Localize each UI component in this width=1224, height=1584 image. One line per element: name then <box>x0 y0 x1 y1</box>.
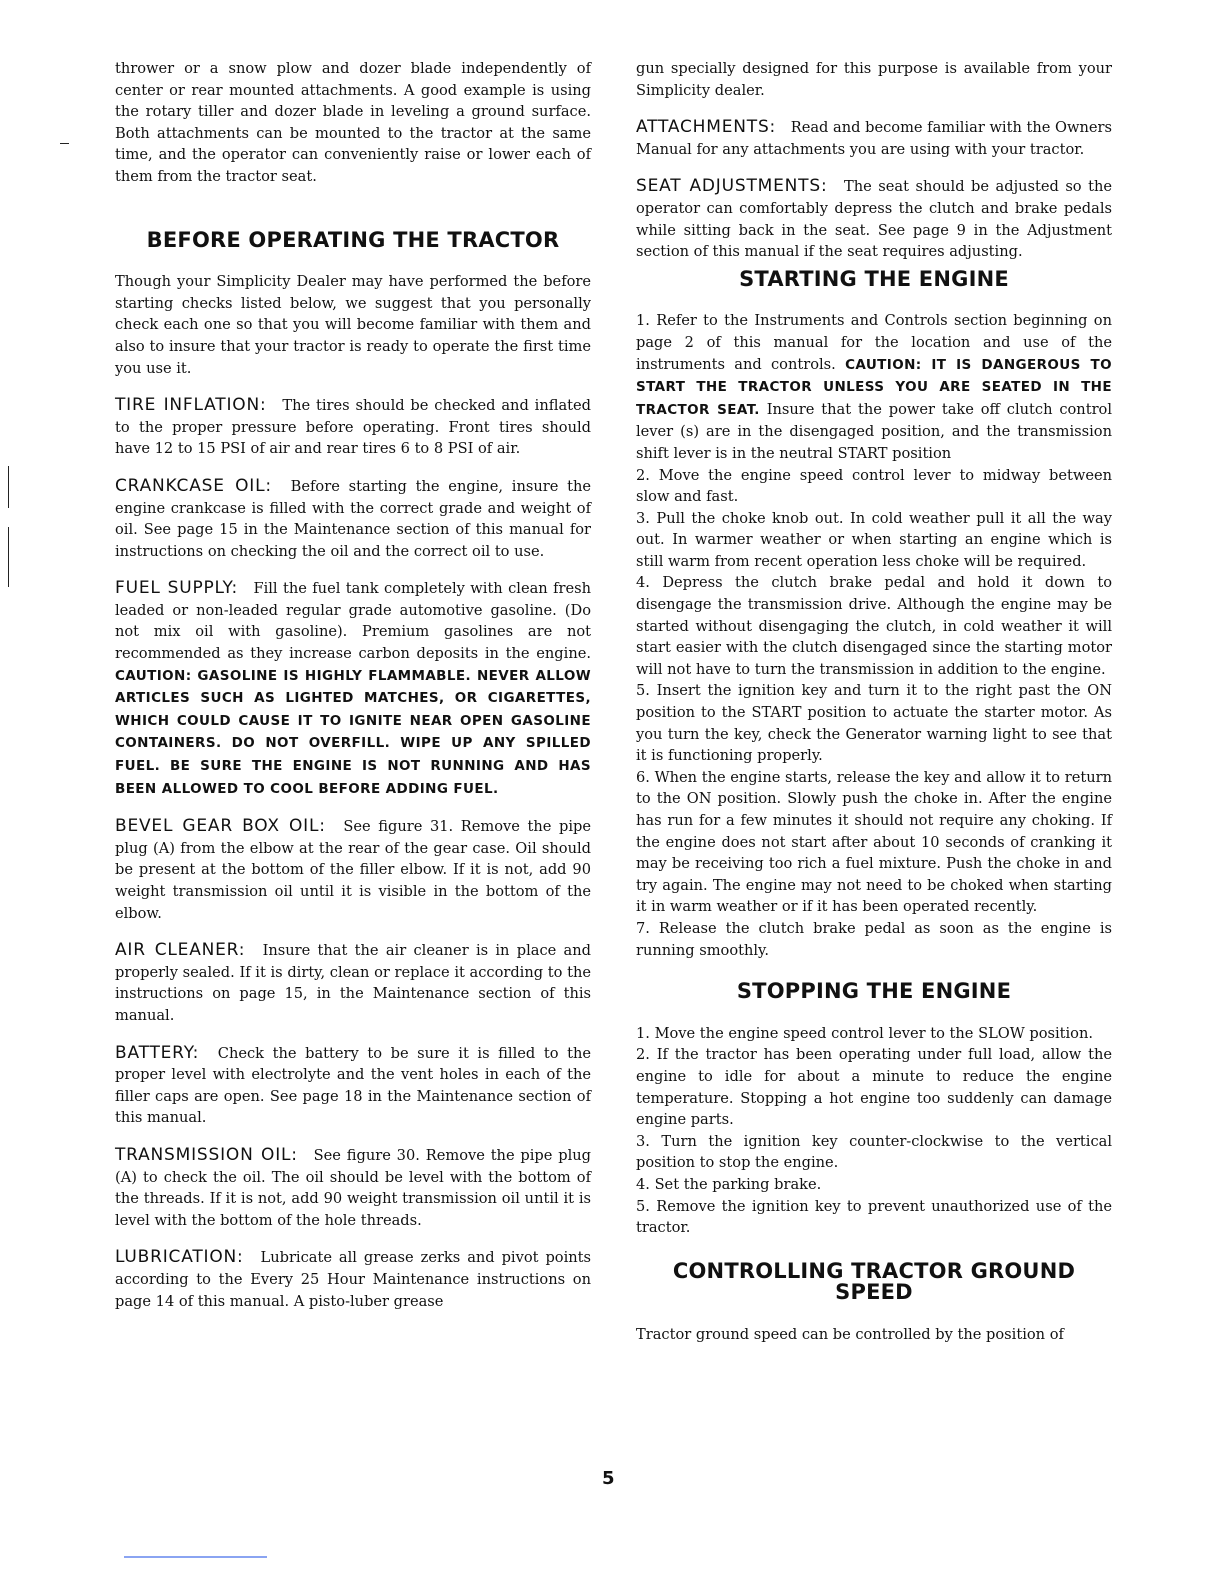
fuel-supply-text: Fill the fuel tank completely with clean fresh leaded or non-leaded regular grade automotive gasoline. (Do not mix oil with gasoline). Premium gasolines are not recommended as they increase carbon deposits in the engine. <box>115 580 592 663</box>
margin-mark <box>60 143 69 144</box>
intro-paragraph: thrower or a snow plow and dozer blade independently of center or rear mounted attachments. A good example is using the rotary tiller and dozer blade in leveling a ground surface. Both attachments can be mounted to the tractor at the same time, and the operator can conveniently raise or lower each of them from the tractor seat. <box>115 60 591 185</box>
before-operating-paragraph: Though your Simplicity Dealer may have performed the before starting checks listed below, we suggest that you personally check each one so that you will become familiar with them and also to insure that your tractor is ready to operate the first time you use it. <box>115 273 591 377</box>
crankcase-oil-section <box>115 476 591 562</box>
seat-adjustments-section <box>636 176 1112 262</box>
margin-mark <box>8 466 9 508</box>
transmission-oil-label: TRANSMISSION OIL: <box>115 1144 298 1165</box>
bevel-gear-label: BEVEL GEAR BOX OIL: <box>115 816 326 837</box>
lubrication-text: Lubricate all grease zerks and pivot points according to the Every 25 Hour Maintenance instructions on page 14 of this manual. A pisto-luber grease <box>115 1249 591 1310</box>
battery-label: BATTERY: <box>115 1042 200 1063</box>
controlling-speed-paragraph: Tractor ground speed can be controlled by the position of <box>636 1325 1064 1343</box>
fuel-supply-section <box>115 578 591 800</box>
start-step-4: 4. Depress the clutch brake pedal and hold it down to disengage the transmission drive. Although the engine may be started without disengaging the clutch, in cold weather it will start easier with the clutch disengaged since the starting motor will not have to turn the transmission in addition to the engine. <box>636 574 1112 678</box>
attachments-label: ATTACHMENTS: <box>636 117 777 138</box>
start-step-2: 2. Move the engine speed control lever to midway between slow and fast. <box>636 466 1112 506</box>
stop-step-1: 1. Move the engine speed control lever to the SLOW position. <box>636 1024 1094 1042</box>
bottom-rule <box>124 1556 267 1558</box>
air-cleaner-label: AIR CLEANER: <box>115 940 246 961</box>
starting-engine-heading: STARTING THE ENGINE <box>739 266 1009 291</box>
tire-inflation-label: TIRE INFLATION: <box>115 395 267 416</box>
bevel-gear-section <box>115 816 591 924</box>
start-step-5: 5. Insert the ignition key and turn it to the right past the ON position to the START position to actuate the starter motor. As you turn the key, check the Generator warning light to see that it is functioning properly. <box>636 682 1112 765</box>
start-caution: CAUTION: IT IS DANGEROUS TO START THE TRACTOR UNLESS YOU ARE SEATED IN THE TRACTOR SEAT. <box>636 356 1112 418</box>
seat-adjustments-label: SEAT ADJUSTMENTS: <box>636 176 828 197</box>
stop-step-3: 3. Turn the ignition key counter-clockwise to the vertical position to stop the engine. <box>636 1132 1112 1172</box>
battery-section <box>115 1043 591 1129</box>
stop-step-4: 4. Set the parking brake. <box>636 1175 822 1193</box>
start-step-6: 6. When the engine starts, release the key and allow it to return to the ON position. Slowly push the choke in. After the engine has run for a few minutes it should not require any choking. If the engine does not start after about 10 seconds of cranking it may be receiving too rich a fuel mixture. Push the choke in and try again. The engine may not need to be choked when starting it in warm weather or if it has been operated recently. <box>636 768 1112 916</box>
starting-steps <box>636 310 1112 961</box>
right-column <box>636 58 1112 1361</box>
fuel-supply-label: FUEL SUPPLY: <box>115 578 239 599</box>
crankcase-oil-text: Before starting the engine, insure the engine crankcase is filled with the correct grade and weight of oil. See page 15 in the Maintenance section of this manual for instructions on checking the oil and the correct oil to use. <box>115 477 591 560</box>
lubrication-section <box>115 1247 591 1312</box>
start-step-7: 7. Release the clutch brake pedal as soon as the engine is running smoothly. <box>636 919 1112 959</box>
stopping-steps <box>636 1023 1112 1239</box>
transmission-oil-section <box>115 1145 591 1231</box>
margin-mark <box>8 527 9 587</box>
attachments-text: Read and become familiar with the Owners Manual for any attachments you are using with your tractor. <box>636 119 1113 158</box>
stop-step-2: 2. If the tractor has been operating under full load, allow the engine to idle for about a minute to reduce the engine temperature. Stopping a hot engine too suddenly can damage engine parts. <box>636 1046 1112 1129</box>
air-cleaner-text: Insure that the air cleaner is in place and properly sealed. If it is dirty, clean or replace it according to the instructions on page 15, in the Maintenance section of this manual. <box>115 942 591 1024</box>
fuel-caution: CAUTION: GASOLINE IS HIGHLY FLAMMABLE. NEVER ALLOW ARTICLES SUCH AS LIGHTED MATCHES, OR CIGARETTES, WHICH COULD CAUSE IT TO IGNITE NEAR OPEN GASOLINE CONTAINERS. DO NOT OVERFILL. WIPE UP ANY SPILLED FUEL. BE SURE THE ENGINE IS NOT RUNNING AND HAS BEEN ALLOWED TO COOL BEFORE ADDING FUEL. <box>115 667 591 797</box>
stopping-engine-heading: STOPPING THE ENGINE <box>736 979 1012 1004</box>
start-step-1: 1. Refer to the Instruments and Controls section beginning on page 2 of this manual for the location and use of the instruments and controls. CAUTION: IT IS DANGEROUS TO START THE TRACTOR UNLESS YOU ARE SEATED IN THE TRACTOR SEAT. Insure that the power take off clutch control lever (s) are in the disengaged position, and the transmission shift lever is in the neutral START position <box>636 312 1112 462</box>
page-number: 5 <box>602 1468 615 1489</box>
transmission-oil-text: See figure 30. Remove the pipe plug (A) to check the oil. The oil should be level with the bottom of the threads. If it is not, add 90 weight transmission oil until it is level with the bottom of the hole threads. <box>115 1146 591 1229</box>
bevel-gear-text: See figure 31. Remove the pipe plug (A) from the elbow at the rear of the gear case. Oil should be present at the bottom of the filler elbow. If it is not, add 90 weight transmission oil until it is visible in the bottom of the elbow. <box>115 818 591 922</box>
seat-adjustments-text: The seat should be adjusted so the operator can comfortably depress the clutch and brake pedals while sitting back in the seat. See page 9 in the Adjustment section of this manual if the seat requires adjusting. <box>636 178 1112 261</box>
stop-step-5: 5. Remove the ignition key to prevent unauthorized use of the tractor. <box>636 1197 1112 1237</box>
battery-text: Check the battery to be sure it is filled to the proper level with electrolyte and the vent holes in each of the filler caps are open. See page 18 in the Maintenance section of this manual. <box>115 1044 591 1127</box>
start-step-3: 3. Pull the choke knob out. In cold weather pull it all the way out. In warmer weather or when starting an engine which is still warm from recent operation less choke will be required. <box>636 509 1112 570</box>
grease-gun-paragraph: gun specially designed for this purpose is available from your Simplicity dealer. <box>636 60 1112 99</box>
lubrication-label: LUBRICATION: <box>115 1247 244 1268</box>
crankcase-oil-label: CRANKCASE OIL: <box>115 475 272 496</box>
attachments-section <box>636 117 1112 160</box>
controlling-speed-heading: CONTROLLING TRACTOR GROUND SPEED <box>672 1258 1076 1305</box>
tire-inflation-text: The tires should be checked and inflated to the proper pressure before operating. Front tires should have 12 to 15 PSI of air and rear tires 6 to 8 PSI of air. <box>115 397 591 458</box>
tire-inflation-section <box>115 395 591 460</box>
left-column <box>115 58 591 1328</box>
before-operating-heading: BEFORE OPERATING THE TRACTOR <box>146 227 560 252</box>
air-cleaner-section <box>115 940 591 1026</box>
